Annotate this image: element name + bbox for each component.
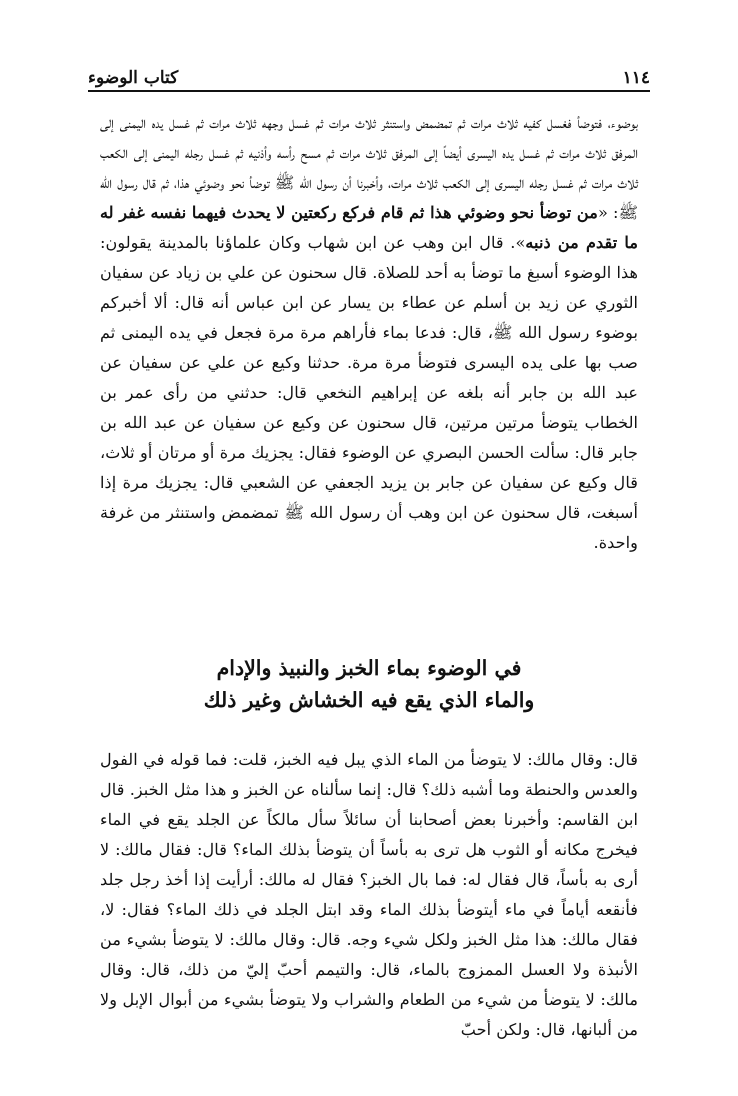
section-heading-line-2: والماء الذي يقع فيه الخشاش وغير ذلك <box>203 688 535 712</box>
body-paragraph-1 <box>100 108 638 558</box>
body-paragraph-2 <box>100 745 638 1045</box>
page-number: ١١٤ <box>622 68 650 88</box>
section-heading-line-1: في الوضوء بماء الخبز والنبيذ والإدام <box>216 656 522 680</box>
paragraph-1-text-a: بوضوء، فتوضأ فغسل كفيه ثلاث مرات ثم تمضمض واستنثر ثلاث مرات ثم غسل وجهه ثلاث مرات ثم غسل يده اليمنى إلى المرفق ثلاث مرات ثم غسل يده اليسرى أيضاً إلى المرفق ثلاث مرات ثم مسح رأسه وأذنيه ثم غسل رجله اليمنى إلى الكعب ثلاث مرات ثم غسل رجله اليسرى إلى الكعب ثلاث مرات، وأخبرنا أن رسول الله ﷺ توضأ نحو وضوئي هذا، ثم قال رسول الله ﷺ: « <box>100 113 638 222</box>
paragraph-1-text-b: ». قال ابن وهب عن ابن شهاب وكان علماؤنا بالمدينة يقولون: هذا الوضوء أسبغ ما توضأ به أحد للصلاة. قال سحنون عن علي بن زياد عن سفيان الثوري عن زيد بن أسلم عن عطاء بن يسار عن ابن عباس أنه قال: ألا أخبركم بوضوء رسول الله ﷺ، قال: فدعا بماء فأراهم مرة مرة فجعل في يده اليمنى ثم صب بها على يده اليسرى فتوضأ مرة مرة. حدثنا وكيع عن علي عن سفيان عن عبد الله بن جابر أنه بلغه عن إبراهيم النخعي قال: حدثني من رأى عمر بن الخطاب يتوضأ مرتين مرتين، قال سحنون عن وكيع عن سفيان عن عبد الله بن جابر قال: سألت الحسن البصري عن الوضوء فقال: يجزيك مرة أو مرتان أو ثلاث، قال وكيع عن سفيان عن جابر بن يزيد الجعفي عن الشعبي قال: يجزيك مرة إذا أسبغت، قال سحنون عن ابن وهب أن رسول الله ﷺ تمضمض واستنثر من غرفة واحدة. <box>100 233 638 552</box>
hadith-quote-bold: من توضأ نحو وضوئي هذا ثم قام فركع ركعتين لا يحدث فيهما نفسه غفر له ما تقدم من ذنبه <box>100 203 639 252</box>
paragraph-2: قال: وقال مالك: لا يتوضأ من الماء الذي يبل فيه الخبز، قلت: فما قوله في الفول والعدس والحنطة وما أشبه ذلك؟ قال: إنما سألناه عن الخبز و هذا مثل الخبز. قال ابن القاسم: وأخبرنا بعض أصحابنا أن سائلاً سأل مالكاً عن الجلد يقع في الماء فيخرج مكانه أو الثوب هل ترى به بأساً أن يتوضأ بذلك الماء؟ قال: فقال مالك: لا أرى به بأساً، قال فقال له: فما بال الخبز؟ فقال له مالك: أرأيت إذا أخذ رجل جلد فأنقعه أياماً في ماء أيتوضأ بذلك الماء وقد ابتل الجلد في ذلك الماء؟ فقال: لا، فقال مالك: هذا مثل الخبز ولكل شيء وجه. قال: وقال مالك: لا يتوضأ بشيء من الأنبذة ولا العسل الممزوج بالماء، قال: والتيمم أحبّ إليّ من ذلك، قال: وقال مالك: لا يتوضأ من شيء من الطعام والشراب ولا يتوضأ بشيء من أبوال الإبل ولا من ألبانها، قال: ولكن أحبّ <box>100 750 638 1039</box>
paragraph-1 <box>100 108 638 558</box>
header-rule <box>88 90 650 92</box>
running-title: كتاب الوضوء <box>88 68 179 88</box>
section-heading <box>100 652 638 716</box>
page-header <box>88 60 650 88</box>
